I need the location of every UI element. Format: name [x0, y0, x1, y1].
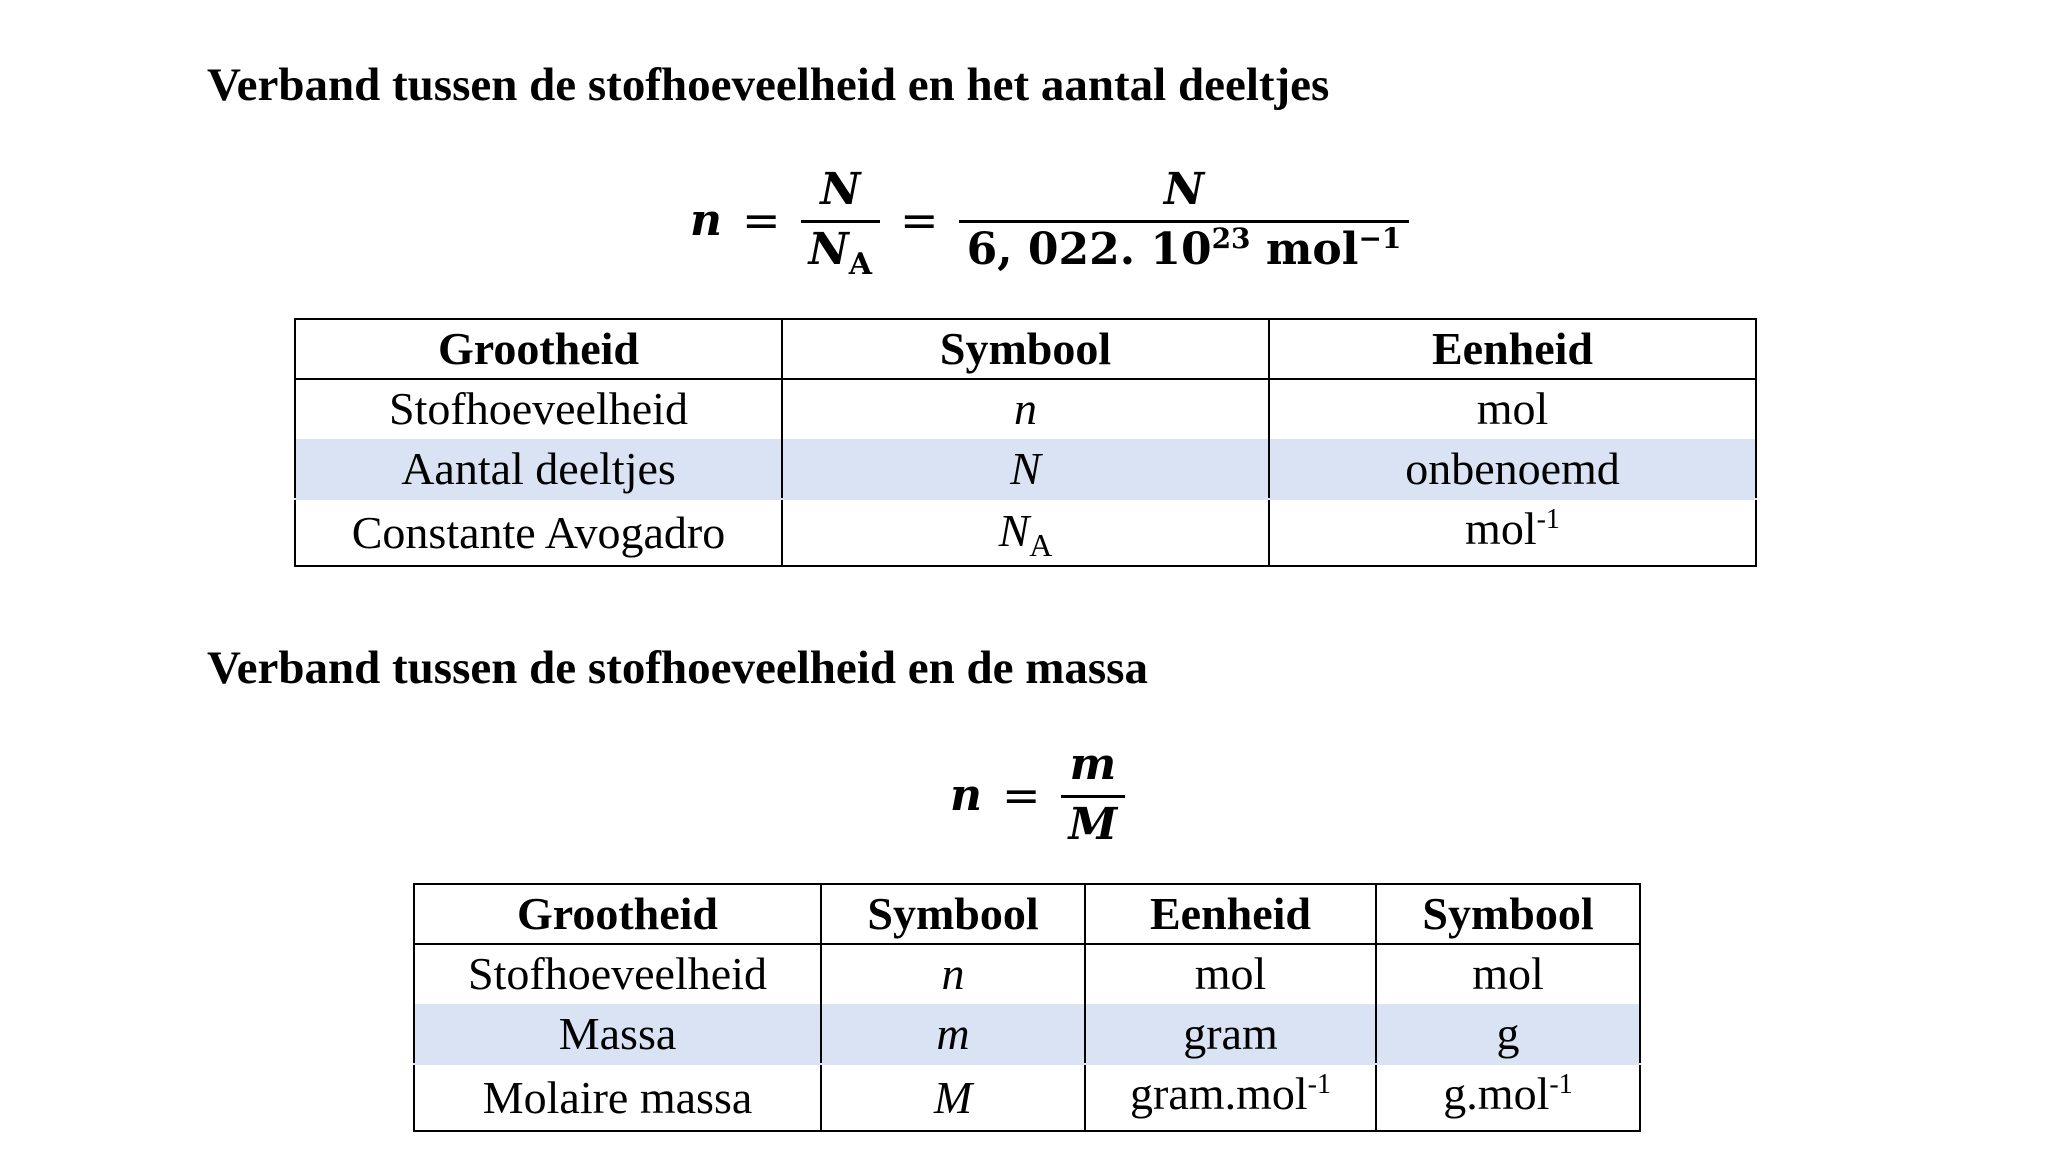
formula1-frac2-den-base: 6, 022. 10: [966, 223, 1212, 275]
formula1-frac2-denominator: [959, 220, 1410, 273]
table-row: [295, 439, 1756, 499]
table-row: [414, 944, 1640, 1004]
table2-header-eenheid: Eenheid: [1085, 884, 1376, 944]
table1-cell-symbool: [782, 499, 1269, 566]
formula1-lhs: n: [690, 194, 722, 246]
table2-header-row: [414, 884, 1640, 944]
table2-symbol: M: [933, 1071, 973, 1123]
formula2-equals: =: [1002, 768, 1041, 822]
section2-heading: Verband tussen de stofhoeveelheid en de massa: [207, 642, 1148, 694]
table1-cell-symbool: [782, 439, 1269, 499]
table1-cell-eenheid: mol: [1269, 379, 1756, 439]
table2-unit-exponent: -1: [1307, 1069, 1331, 1100]
table2-unit-symbol: g.mol: [1443, 1068, 1550, 1119]
table1-symbol: n: [1014, 383, 1037, 434]
molar-mass-formula: [950, 730, 1125, 860]
table2-cell-eenheid: gram: [1085, 1004, 1376, 1064]
formula1-frac2-numerator: N: [1163, 164, 1205, 216]
table2-cell-grootheid: Molaire massa: [414, 1064, 821, 1131]
table2-cell-eenheid-symbool: g: [1376, 1004, 1640, 1064]
table1-header-eenheid: Eenheid: [1269, 319, 1756, 379]
formula2-denominator: M: [1061, 795, 1126, 848]
table2-header-grootheid: Grootheid: [414, 884, 821, 944]
table1-unit-exponent: -1: [1536, 504, 1560, 535]
table1-cell-grootheid: Aantal deeltjes: [295, 439, 782, 499]
table1-header-grootheid: Grootheid: [295, 319, 782, 379]
formula2-numerator: m: [1069, 739, 1117, 791]
table2-unit: gram.mol: [1130, 1068, 1308, 1119]
table2-cell-eenheid: mol: [1085, 944, 1376, 1004]
table2-cell-eenheid-symbool: mol: [1376, 944, 1640, 1004]
table1-symbol: N: [998, 504, 1030, 556]
table-row: [414, 1004, 1640, 1064]
table1-header-row: [295, 319, 1756, 379]
table2-cell-symbool: [821, 944, 1085, 1004]
table-row: [414, 1064, 1640, 1131]
formula2-fraction: [1061, 739, 1126, 850]
table2-symbol: m: [936, 1008, 970, 1059]
table2-header-symbool: Symbool: [821, 884, 1085, 944]
table1-symbol-subscript: A: [1029, 526, 1053, 563]
table2-cell-symbool: [821, 1004, 1085, 1064]
quantities-table-1: [294, 318, 1757, 567]
table1-cell-eenheid: [1269, 499, 1756, 566]
table-row: [295, 499, 1756, 566]
formula1-frac2-den-unit-exponent: −1: [1358, 221, 1402, 255]
table2-cell-grootheid: Massa: [414, 1004, 821, 1064]
table2-cell-symbool: [821, 1064, 1085, 1131]
section1-heading: Verband tussen de stofhoeveelheid en het aantal deeltjes: [207, 59, 1330, 111]
formula1-frac1-den-symbol: N: [808, 223, 849, 275]
avogadro-formula: [690, 150, 1409, 290]
table1-header-symbool: Symbool: [782, 319, 1269, 379]
table1-cell-symbool: [782, 379, 1269, 439]
formula1-fraction-2: [959, 164, 1410, 275]
formula1-equals-2: =: [900, 193, 939, 247]
formula1-frac2-den-unit: mol: [1250, 223, 1359, 275]
formula1-frac1-den-subscript: A: [848, 246, 873, 282]
table1-cell-grootheid: Constante Avogadro: [295, 499, 782, 566]
table1-cell-eenheid: onbenoemd: [1269, 439, 1756, 499]
formula2-lhs: n: [950, 769, 982, 821]
formula1-frac1-numerator: N: [820, 164, 861, 216]
table-row: [295, 379, 1756, 439]
table2-symbol: n: [941, 948, 965, 999]
quantities-table-2: [413, 883, 1641, 1132]
formula1-equals-1: =: [742, 193, 781, 247]
formula1-fraction-1: [801, 164, 881, 282]
formula1-frac1-denominator: [801, 220, 881, 282]
table2-cell-eenheid-symbool: [1376, 1064, 1640, 1131]
table2-unit-symbol-exponent: -1: [1549, 1069, 1573, 1100]
table1-symbol: N: [1010, 443, 1041, 494]
formula1-frac2-den-exponent: 23: [1211, 221, 1251, 255]
table1-unit: mol: [1465, 503, 1537, 554]
table1-cell-grootheid: Stofhoeveelheid: [295, 379, 782, 439]
table2-cell-grootheid: Stofhoeveelheid: [414, 944, 821, 1004]
table2-header-eenheid-symbool: Symbool: [1376, 884, 1640, 944]
table2-cell-eenheid: [1085, 1064, 1376, 1131]
